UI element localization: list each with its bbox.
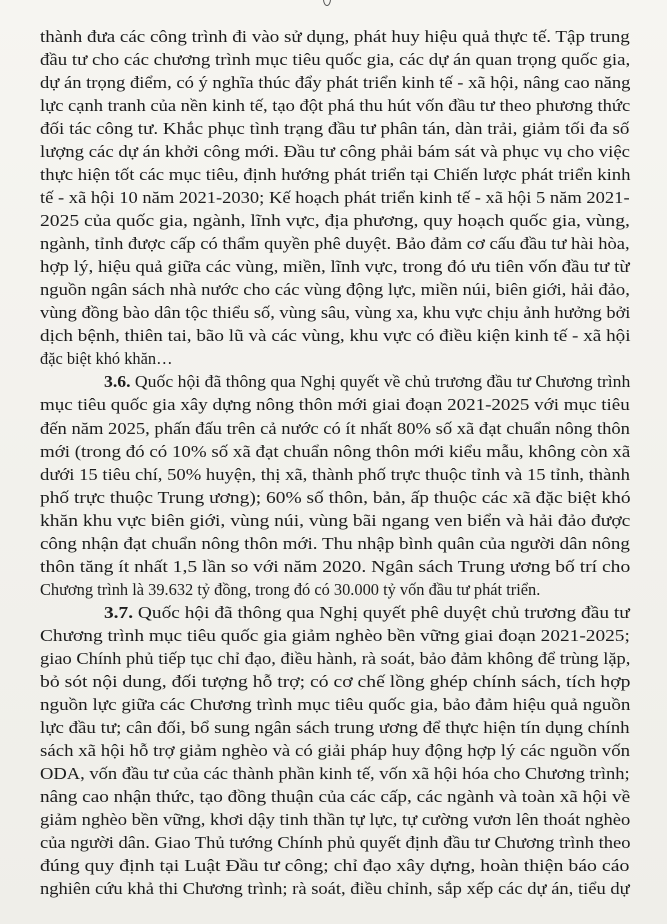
text-line: lượng các dự án khởi công mới. Đầu tư công phải bám sát và phục vụ cho việc — [40, 142, 631, 162]
text-line: thành đưa các công trình đi vào sử dụng, phát huy hiệu quả thực tế. Tập trung — [40, 27, 630, 46]
text-line — [104, 372, 630, 392]
page-number-mark — [323, 0, 331, 6]
text-line: nguồn lực giữa các Chương trình mục tiêu quốc gia, bảo đảm hiệu quả nguồn — [40, 694, 631, 714]
text-line: dịch bệnh, thiên tai, bão lũ và các vùng, khu vực có điều kiện kinh tế - xã hội — [40, 326, 631, 346]
text-line: ngành, tỉnh được cấp có thẩm quyền phê duyệt. Bảo đảm cơ cấu đầu tư hài hòa, — [40, 234, 630, 254]
text-line: vùng đồng bào dân tộc thiểu số, vùng sâu, vùng xa, khu vực chịu ảnh hưởng bởi — [40, 303, 631, 323]
text-line: giảm nghèo bền vững, khơi dậy tinh thần tự lực, tự cường vươn lên thoát nghèo — [40, 810, 631, 830]
text-line: của người dân. Giao Thủ tướng Chính phủ quyết định đầu tư Chương trình theo — [40, 833, 631, 853]
text-line: hợp lý, hiệu quả giữa các vùng, miền, lĩnh vực, trong đó ưu tiên vốn đầu tư từ — [40, 257, 630, 277]
text-line: thực hiện tốt các mục tiêu, định hướng phát triển tại Chiến lược phát triển kinh — [40, 165, 631, 185]
text-line: đúng quy định tại Luật Đầu tư công; chỉ đạo xây dựng, hoàn thiện báo cáo — [40, 856, 630, 876]
section-text: Quốc hội đã thông qua Nghị quyết về chủ trương đầu tư Chương trình — [130, 372, 631, 392]
text-line: công nhận đạt chuẩn nông thôn mới. Thu nhập bình quân của người dân nông — [40, 533, 630, 553]
text-line: bỏ sót nội dung, đối tượng hỗ trợ; có cơ chế lồng ghép chính sách, tích hợp — [40, 671, 631, 691]
text-line: sách xã hội hỗ trợ giảm nghèo và có giải pháp huy động hợp lý các nguồn vốn — [40, 740, 631, 760]
text-line: thôn tăng ít nhất 1,5 lần so với năm 2020. Ngân sách Trung ương bố trí cho — [40, 556, 631, 576]
section-text: Quốc hội đã thông qua Nghị quyết phê duyệt chủ trương đầu tư — [133, 602, 630, 622]
text-line: mới (trong đó có 10% số xã đạt chuẩn nông thôn mới kiểu mẫu, không còn xã — [40, 441, 631, 461]
text-line: khăn khu vực biên giới, vùng núi, vùng bãi ngang ven biển và hải đảo được — [40, 510, 631, 530]
text-line: Chương trình mục tiêu quốc gia giảm nghèo bền vững giai đoạn 2021-2025; — [40, 625, 630, 645]
text-line: Chương trình là 39.632 tỷ đồng, trong đó có 30.000 tỷ vốn đầu tư phát triển. — [40, 579, 541, 599]
text-line: dưới 15 tiêu chí, 50% huyện, thị xã, thành phố trực thuộc tỉnh và 15 tỉnh, thành — [40, 464, 630, 484]
text-line: mục tiêu quốc gia xây dựng nông thôn mới giai đoạn 2021-2025 với mục tiêu — [40, 395, 630, 415]
text-line: lực cạnh tranh của nền kinh tế, tạo đột phá thu hút vốn đầu tư theo phương thức — [40, 96, 631, 116]
text-line: lực đầu tư; cân đối, bổ sung ngân sách trung ương để thực hiện tín dụng chính — [40, 717, 630, 737]
text-line: nâng cao nhận thức, tạo đồng thuận của các cấp, các ngành và toàn xã hội về — [40, 786, 631, 806]
text-line: giao Chính phủ tiếp tục chỉ đạo, điều hành, rà soát, bảo đảm không để trùng lặp, — [40, 648, 631, 668]
text-line: tế - xã hội 10 năm 2021-2030; Kế hoạch phát triển kinh tế - xã hội 5 năm 2021- — [40, 188, 630, 208]
text-line: đối tác công tư. Khắc phục tình trạng đầu tư phân tán, dàn trải, giảm tối đa số — [40, 119, 630, 139]
text-line: ODA, vốn đầu tư của các thành phần kinh tế, vốn xã hội hóa cho Chương trình; — [40, 763, 630, 783]
text-line: 2025 của quốc gia, ngành, lĩnh vực, địa phương, quy hoạch quốc gia, vùng, — [40, 211, 630, 231]
text-line: phố trực thuộc Trung ương); 60% số thôn, bản, ấp thuộc các xã đặc biệt khó — [40, 487, 631, 507]
text-line: đầu tư cho các chương trình mục tiêu quốc gia, các dự án quan trọng quốc gia, — [40, 50, 631, 70]
text-line: nguồn ngân sách nhà nước cho các vùng động lực, miền núi, biên giới, hải đảo, — [40, 280, 630, 300]
text-line: đặc biệt khó khăn… — [40, 349, 173, 369]
section-number: 3.6. — [104, 372, 131, 392]
text-line: nghiên cứu khả thi Chương trình; rà soát, điều chỉnh, sắp xếp các dự án, tiểu dự — [40, 879, 630, 899]
text-line — [104, 603, 630, 623]
section-number: 3.7. — [104, 602, 134, 622]
text-line: đến năm 2025, phấn đấu trên cả nước có ít nhất 80% số xã đạt chuẩn nông thôn — [40, 418, 630, 438]
text-line: dự án trọng điểm, có ý nghĩa thúc đẩy phát triển kinh tế - xã hội, nâng cao năng — [40, 73, 631, 93]
